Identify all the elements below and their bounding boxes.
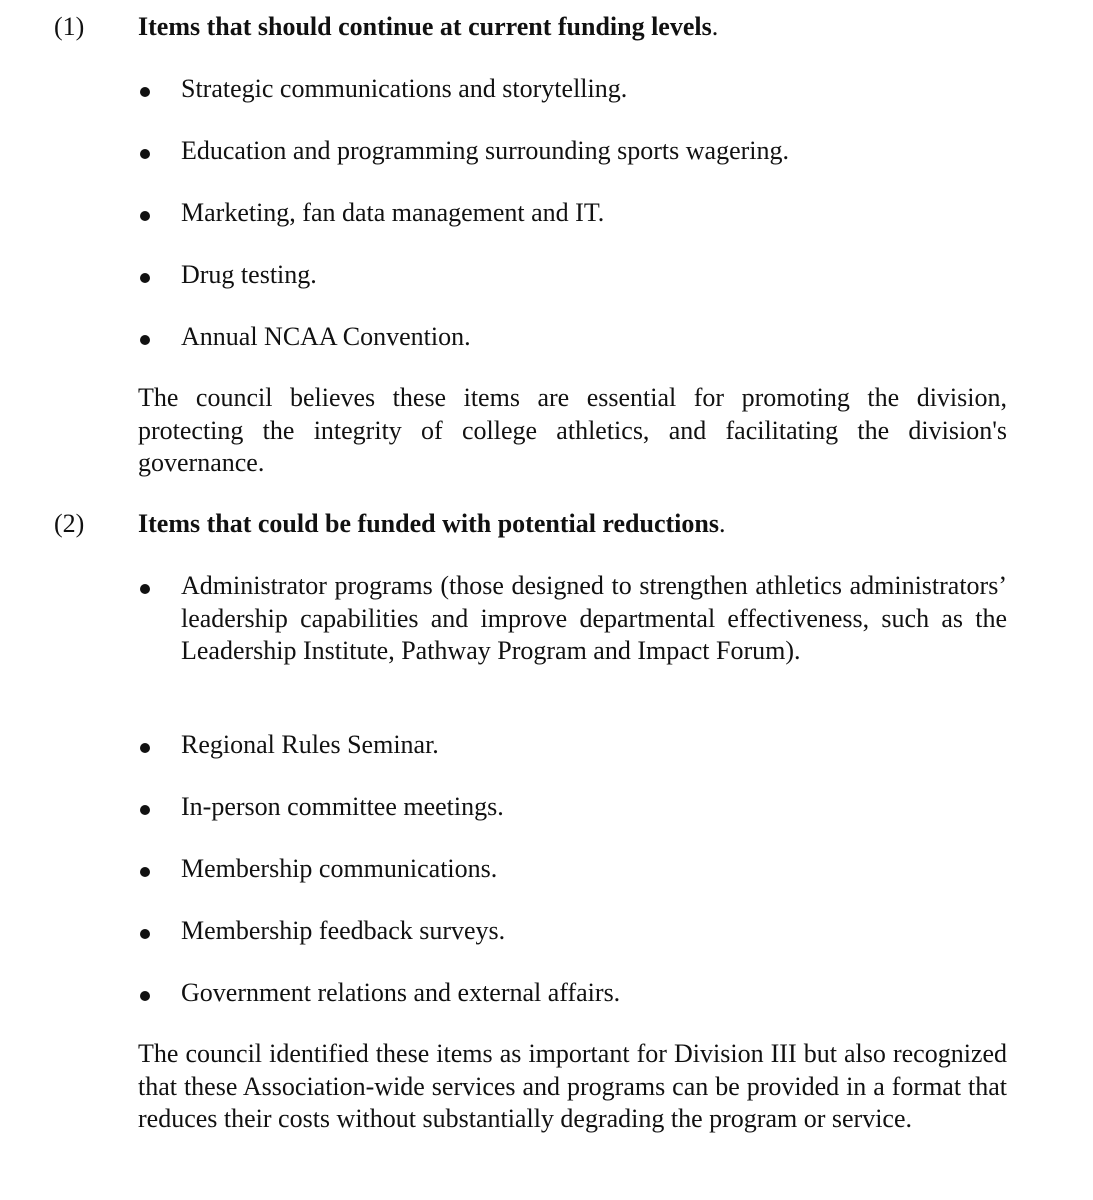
- section-2-paragraph: The council identified these items as important for Division III but also recognized that these Association-wide services and programs can be provided in a format that reduces their costs without substantially degrading the program or service.: [138, 1039, 1007, 1133]
- list-item-text: Regional Rules Seminar.: [181, 730, 439, 759]
- section-1-number: (1): [54, 12, 85, 41]
- section-1-heading: [138, 11, 718, 44]
- bullet-icon: [140, 149, 150, 159]
- list-item-text: Membership feedback surveys.: [181, 916, 506, 945]
- section-2-heading-period: .: [718, 509, 726, 538]
- bullet-icon: [140, 273, 150, 283]
- list-item-text: Administrator programs (those designed to strengthen athletics administrators’ leadership capabilities and improve departmental effectiveness, such as the Leadership Institute, Pathway Program and Impact Forum).: [181, 571, 1007, 665]
- bullet-icon: [140, 991, 150, 1001]
- list-item-text: Annual NCAA Convention.: [181, 322, 471, 351]
- section-1-header: [0, 11, 1093, 43]
- bullet-icon: [140, 335, 150, 345]
- bullet-icon: [140, 929, 150, 939]
- list-item-text: Government relations and external affairs.: [181, 978, 621, 1007]
- list-item-text: Membership communications.: [181, 854, 498, 883]
- section-2-number: (2): [54, 509, 85, 538]
- list-item-text: Education and programming surrounding sports wagering.: [181, 136, 789, 165]
- list-item-text: Marketing, fan data management and IT.: [181, 198, 605, 227]
- section-2-heading: [138, 508, 725, 541]
- bullet-icon: [140, 211, 150, 221]
- list-item-text: Strategic communications and storytelling.: [181, 74, 628, 103]
- list-item-text: Drug testing.: [181, 260, 317, 289]
- bullet-icon: [140, 584, 150, 594]
- section-1-heading-period: .: [711, 12, 719, 41]
- bullet-icon: [140, 867, 150, 877]
- list-item-text: In-person committee meetings.: [181, 792, 504, 821]
- bullet-icon: [140, 743, 150, 753]
- section-2-header: [0, 508, 1093, 540]
- bullet-icon: [140, 805, 150, 815]
- section-1-paragraph: The council believes these items are essential for promoting the division, protecting the integrity of college athletics, and facilitating the division's governance.: [138, 383, 1007, 477]
- section-1-heading-text: Items that should continue at current funding levels: [138, 12, 712, 41]
- section-2-heading-text: Items that could be funded with potential reductions: [138, 509, 719, 538]
- bullet-icon: [140, 87, 150, 97]
